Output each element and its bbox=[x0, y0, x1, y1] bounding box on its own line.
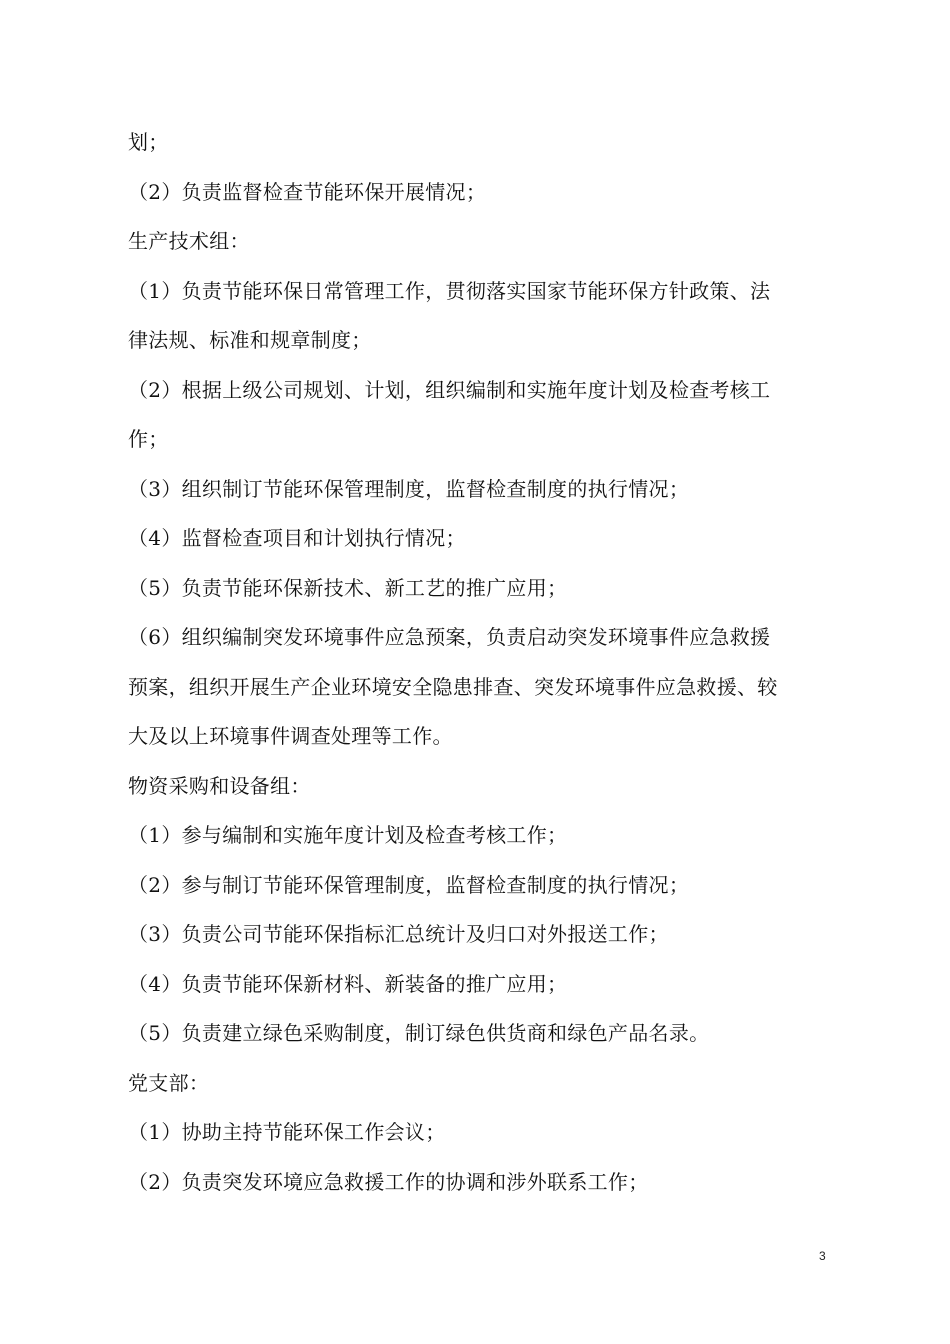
text-line: （1）协助主持节能环保工作会议； bbox=[128, 1120, 446, 1144]
text-line: （4）监督检查项目和计划执行情况； bbox=[128, 526, 466, 550]
text-line: 大及以上环境事件调查处理等工作。 bbox=[128, 724, 453, 748]
text-line: 律法规、标准和规章制度； bbox=[128, 328, 372, 352]
text-line: （5）负责节能环保新技术、新工艺的推广应用； bbox=[128, 575, 568, 600]
text-line: （3）组织制订节能环保管理制度，监督检查制度的执行情况； bbox=[128, 476, 690, 501]
text-line: 预案，组织开展生产企业环境安全隐患排查、突发环境事件应急救援、较 bbox=[128, 674, 778, 699]
text-line: （5）负责建立绿色采购制度，制订绿色供货商和绿色产品名录。 bbox=[128, 1021, 710, 1045]
section-heading-production-tech: 生产技术组： bbox=[128, 229, 250, 253]
section-heading-party-branch: 党支部： bbox=[128, 1070, 210, 1095]
text-line: （2）负责突发环境应急救援工作的协调和涉外联系工作； bbox=[128, 1169, 649, 1194]
text-line: （2）根据上级公司规划、计划，组织编制和实施年度计划及检查考核工 bbox=[128, 377, 771, 402]
text-line: （2）负责监督检查节能环保开展情况； bbox=[128, 179, 487, 204]
text-line: （3）负责公司节能环保指标汇总统计及归口对外报送工作； bbox=[128, 922, 669, 946]
page-number: 3 bbox=[819, 1249, 826, 1263]
text-line: （6）组织编制突发环境事件应急预案，负责启动突发环境事件应急救援 bbox=[128, 625, 771, 649]
text-line: 划； bbox=[128, 130, 169, 154]
text-line: 作； bbox=[128, 427, 169, 451]
text-line: （2）参与制订节能环保管理制度，监督检查制度的执行情况； bbox=[128, 872, 690, 897]
text-line: （1）参与编制和实施年度计划及检查考核工作； bbox=[128, 823, 568, 847]
text-line: （4）负责节能环保新材料、新装备的推广应用； bbox=[128, 971, 568, 996]
section-heading-procurement: 物资采购和设备组： bbox=[128, 773, 311, 798]
text-line: （1）负责节能环保日常管理工作，贯彻落实国家节能环保方针政策、法 bbox=[128, 278, 771, 303]
document-body bbox=[128, 118, 836, 1207]
